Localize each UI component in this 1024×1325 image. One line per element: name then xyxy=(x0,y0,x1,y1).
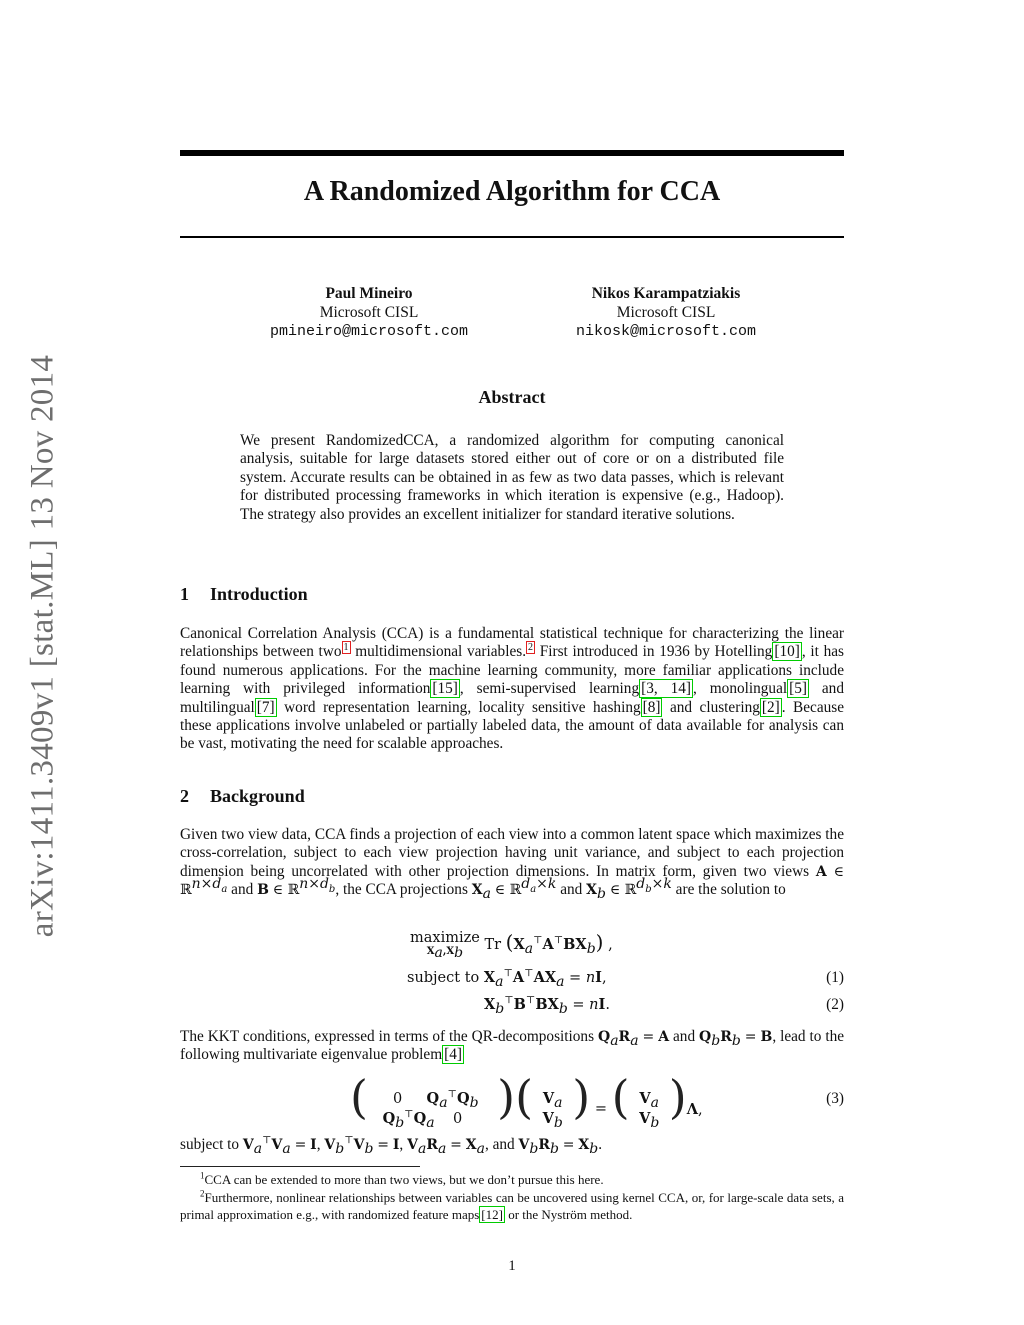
section-title: Background xyxy=(210,786,305,806)
arxiv-identifier xyxy=(22,348,64,943)
citation-link[interactable]: [2] xyxy=(761,698,780,716)
footnote-1: $^1$CCA can be extended to more than two views, but we don’t pursue this here. xyxy=(200,1170,604,1187)
introduction-paragraph: Canonical Correlation Analysis (CCA) is a fundamental statistical technique for characterizing the linear relationships between two $^1$ multidimensional variables. $^2$ First introduced in 1936 by Hotelling [10] , it has found numerous applications. For the machine learning community, more familiar applications include learning with privileged information [15] , semi-supervised learning [3, 14] , monolingual [5] and multilingual [7] word representation learning, locality sensitive hashing [8] and clustering [2] . Because these applications involve unlabeled or partially labeled data, the amount of data available for analysis can be vast, motivating the need for scalable approaches. xyxy=(180,625,844,753)
footnote-mark: 1 xyxy=(200,1170,205,1181)
title-rule-bottom xyxy=(180,236,844,238)
equation-objective: maximize $^{X_a,X_b}$ Tr $(X_a^⊤A^⊤BX_b)$ , xyxy=(410,930,613,961)
citation-link[interactable]: [5] xyxy=(789,680,807,698)
citation-link[interactable]: [4] xyxy=(444,1046,462,1064)
footnote-2: $^2$Furthermore, nonlinear relationships between variables can be uncovered using kernel CCA, or, for large-scale data sets, a primal approximation e.g., with randomized feature maps [12] or the Nyström method. xyxy=(180,1188,844,1222)
maximize-label: maximize xyxy=(410,930,480,946)
footnote-ref-1[interactable]: 1 xyxy=(343,642,349,654)
abstract-text: We present RandomizedCCA, a randomized algorithm for computing canonical analysis, suitable for large datasets stored either out of core or on a distributed file system. Accurate results can be obtained in as few as two data passes, which is relevant for distributed processing frameworks in which iteration is expensive (e.g., Hadoop). The strategy also provides an excellent initializer for standard iterative solutions. xyxy=(240,432,784,523)
equation-eigenvalue: ( 0 $Q_a^⊤Q_b$ $Q_b^⊤Q_a$ 0 )( $V_a$ $V_b$ ) = ( $V_a$ $V_b$ )Λ, xyxy=(350,1070,703,1131)
title-rule-top xyxy=(180,150,844,156)
equation-number: (2) xyxy=(826,996,844,1013)
section-heading-background xyxy=(180,786,305,807)
citation-link[interactable]: [3, 14] xyxy=(641,680,692,698)
author-affiliation: Microsoft CISL xyxy=(319,304,419,321)
abstract-heading: Abstract xyxy=(478,387,546,407)
author-block-1 xyxy=(209,284,529,341)
section-heading-introduction xyxy=(180,584,308,605)
equation-constraint-a: subject to $X_a^⊤A^⊤AX_a$ = nI, xyxy=(407,968,607,990)
author-block-2 xyxy=(506,284,826,341)
footnote-ref-2[interactable]: 2 xyxy=(528,642,534,654)
kkt-paragraph: The KKT conditions, expressed in terms of the QR-decompositions $Q_aR_a = A$ and $Q_bR_b = B$, lead to the following multivariate eigenvalue problem [4] xyxy=(180,1028,845,1064)
subject-to-label: subject to xyxy=(407,970,480,986)
equation-constraint-b: $X_b^⊤B^⊤BX_b$ = nI. xyxy=(484,995,610,1017)
section-title: Introduction xyxy=(210,584,308,604)
author-name: Nikos Karampatziakis xyxy=(591,285,741,302)
citation-link[interactable]: [8] xyxy=(642,698,661,716)
page-number: 1 xyxy=(508,1258,516,1274)
citation-link[interactable]: [7] xyxy=(256,698,275,716)
author-email[interactable]: nikosk@microsoft.com xyxy=(575,323,757,340)
paper-title: A Randomized Algorithm for CCA xyxy=(303,176,721,207)
footnote-mark: 2 xyxy=(200,1188,205,1199)
equation-number: (3) xyxy=(826,1090,844,1107)
citation-link[interactable]: [15] xyxy=(432,680,458,698)
arxiv-identifier-text: arXiv:1411.3409v1 [stat.ML] 13 Nov 2014 xyxy=(24,354,61,937)
background-paragraph: Given two view data, CCA finds a projection of each view into a common latent space which maximizes the cross-correlation, subject to each view projection having unit variance, and subject to each projection dimension being uncorrelated with other projection dimensions. In matrix form, given two views A ∈ ℝ$^{n\times d_a}$ and B ∈ ℝ$^{n\times d_b}$, the CCA projections $X_a$ ∈ ℝ$^{d_a\times k}$ and $X_b$ ∈ ℝ$^{d_b\times k}$ are the solution to xyxy=(180,826,844,903)
footnote-rule xyxy=(180,1166,420,1167)
author-email[interactable]: pmineiro@microsoft.com xyxy=(269,323,469,340)
author-affiliation: Microsoft CISL xyxy=(616,304,716,321)
section-number: 1 xyxy=(180,584,189,604)
equation-number: (1) xyxy=(826,969,844,986)
citation-link[interactable]: [12] xyxy=(481,1206,503,1222)
section-number: 2 xyxy=(180,786,189,806)
citation-link[interactable]: [10] xyxy=(774,643,800,661)
author-name: Paul Mineiro xyxy=(325,285,413,302)
subject-to-paragraph: subject to $V_a^⊤V_a = I$, $V_b^⊤V_b = I$, $V_aR_a = X_a$, and $V_bR_b = X_b$. xyxy=(180,1134,603,1158)
